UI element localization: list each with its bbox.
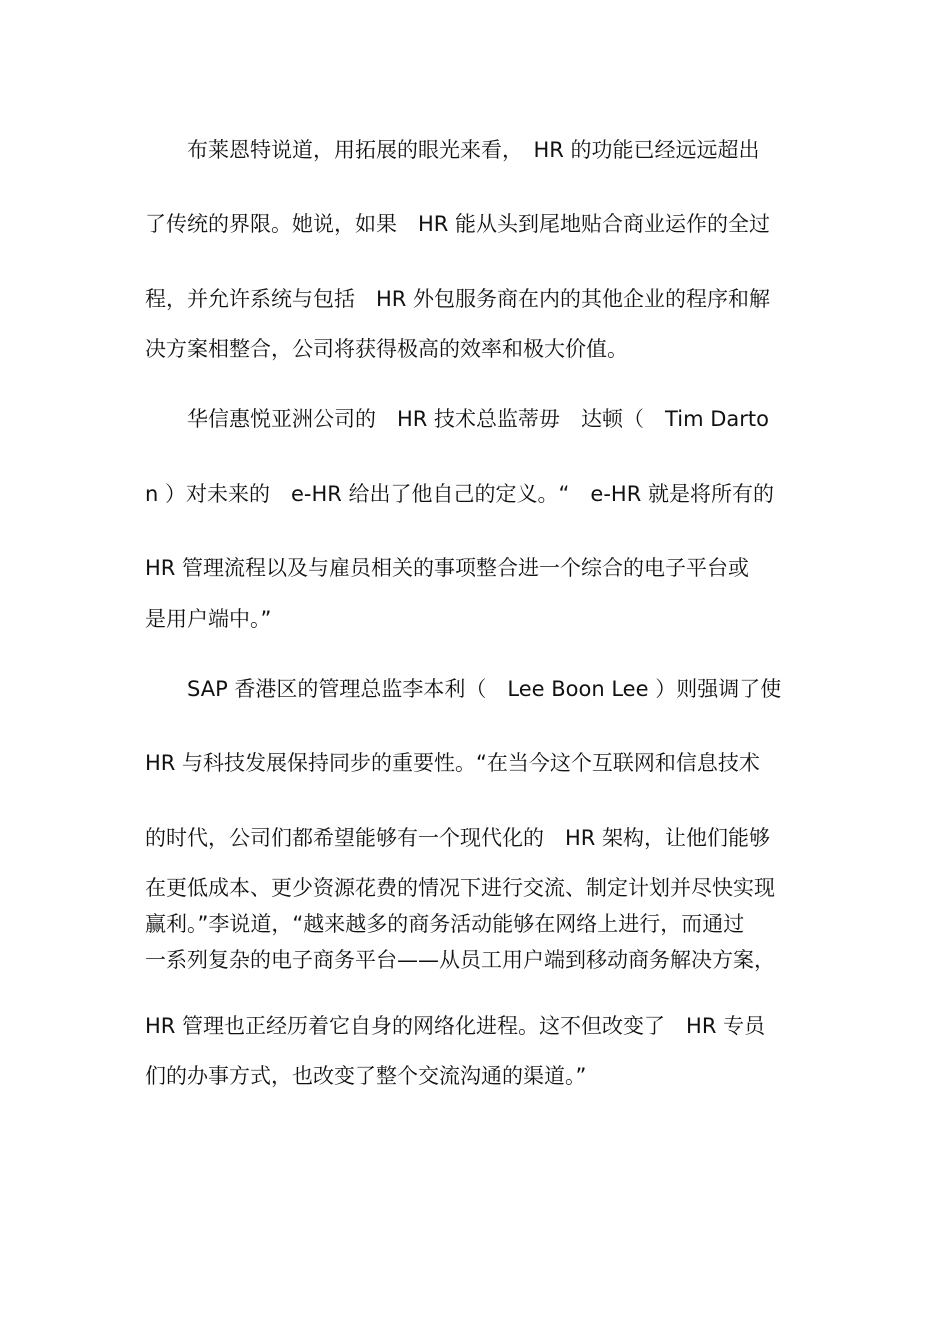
paragraph-3-line-5: 赢利。”李说道，“越来越多的商务活动能够在网络上进行，而通过	[145, 912, 745, 936]
paragraph-3-line-1: SAP 香港区的管理总监李本利（ Lee Boon Lee ）则强调了使	[145, 677, 782, 701]
paragraph-3-line-3: 的时代，公司们都希望能够有一个现代化的 HR 架构，让他们能够	[145, 826, 771, 850]
paragraph-1-line-4: 决方案相整合，公司将获得极高的效率和极大价值。	[145, 337, 628, 361]
paragraph-3-line-6: 一系列复杂的电子商务平台——从员工用户端到移动商务解决方案，	[145, 948, 775, 972]
paragraph-1-line-1: 布莱恩特说道，用拓展的眼光来看， HR 的功能已经远远超出	[145, 138, 760, 162]
paragraph-2-line-3: HR 管理流程以及与雇员相关的事项整合进一个综合的电子平台或	[145, 556, 750, 580]
paragraph-1-line-3: 程，并允许系统与包括 HR 外包服务商在内的其他企业的程序和解	[145, 287, 771, 311]
paragraph-3-line-4: 在更低成本、更少资源花费的情况下进行交流、制定计划并尽快实现	[145, 876, 775, 900]
paragraph-2-line-4: 是用户端中。”	[145, 607, 272, 631]
paragraph-1-line-2: 了传统的界限。她说，如果 HR 能从头到尾地贴合商业运作的全过	[145, 212, 771, 236]
paragraph-2-line-1: 华信惠悦亚洲公司的 HR 技术总监蒂毋 达顿（ Tim Darto	[145, 407, 769, 431]
paragraph-3-line-8: 们的办事方式，也改变了整个交流沟通的渠道。”	[145, 1064, 587, 1088]
paragraph-3-line-2: HR 与科技发展保持同步的重要性。“在当今这个互联网和信息技术	[145, 751, 760, 775]
paragraph-3-line-7: HR 管理也正经历着它自身的网络化进程。这不但改变了 HR 专员	[145, 1014, 766, 1038]
paragraph-2-line-2: n ）对未来的 e-HR 给出了他自己的定义。“ e-HR 就是将所有的	[145, 482, 774, 506]
